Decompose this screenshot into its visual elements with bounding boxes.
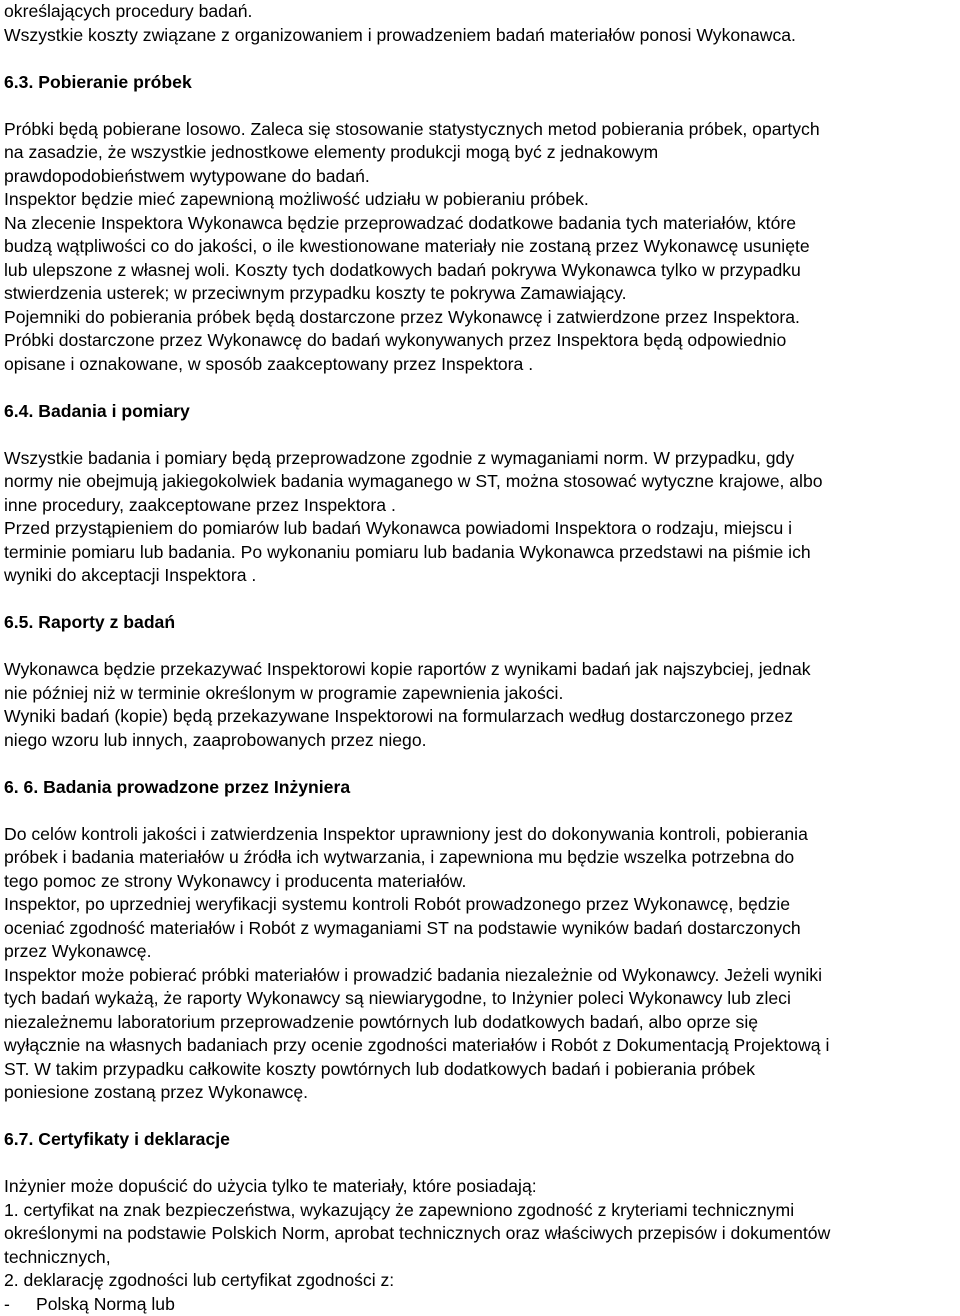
blank-line	[4, 635, 960, 659]
text-line: określających procedury badań.	[4, 0, 960, 24]
text-line: Do celów kontroli jakości i zatwierdzenia Inspektor uprawniony jest do dokonywania kontroli, pobierania	[4, 823, 960, 847]
text-line: przez Wykonawcę.	[4, 940, 960, 964]
text-line: opisane i oznakowane, w sposób zaakceptowany przez Inspektora .	[4, 353, 960, 377]
text-line: poniesione zostaną przez Wykonawcę.	[4, 1081, 960, 1105]
text-line: stwierdzenia usterek; w przeciwnym przypadku koszty te pokrywa Zamawiający.	[4, 282, 960, 306]
text-line: określonymi na podstawie Polskich Norm, aprobat technicznych oraz właściwych przepisów i dokumentów	[4, 1222, 960, 1246]
text-line: wyłącznie na własnych badaniach przy ocenie zgodności materiałów i Robót z Dokumentacją Projektową i	[4, 1034, 960, 1058]
blank-line	[4, 752, 960, 776]
text-line: Próbki dostarczone przez Wykonawcę do badań wykonywanych przez Inspektora będą odpowiednio	[4, 329, 960, 353]
text-line: ST. W takim przypadku całkowite koszty powtórnych lub dodatkowych badań i pobierania próbek	[4, 1058, 960, 1082]
blank-line	[4, 47, 960, 71]
text-line: inne procedury, zaakceptowane przez Inspektora .	[4, 494, 960, 518]
text-line: prawdopodobieństwem wytypowane do badań.	[4, 165, 960, 189]
section-heading-6-4: 6.4. Badania i pomiary	[4, 400, 960, 424]
blank-line	[4, 1105, 960, 1129]
text-line: Wszystkie badania i pomiary będą przeprowadzone zgodnie z wymaganiami norm. W przypadku, gdy	[4, 447, 960, 471]
text-line: lub ulepszone z własnej woli. Koszty tych dodatkowych badań pokrywa Wykonawca tylko w przypadku	[4, 259, 960, 283]
text-line: 2. deklarację zgodności lub certyfikat zgodności z:	[4, 1269, 960, 1293]
text-line: technicznych,	[4, 1246, 960, 1270]
text-line: Na zlecenie Inspektora Wykonawca będzie przeprowadzać dodatkowe badania tych materiałów, które	[4, 212, 960, 236]
blank-line	[4, 376, 960, 400]
section-heading-6-6: 6. 6. Badania prowadzone przez Inżyniera	[4, 776, 960, 800]
section-heading-6-5: 6.5. Raporty z badań	[4, 611, 960, 635]
text-line: Inspektor może pobierać próbki materiałów i prowadzić badania niezależnie od Wykonawcy. Jeżeli wyniki	[4, 964, 960, 988]
text-line: niezależnemu laboratorium przeprowadzenie powtórnych lub dodatkowych badań, albo oprze się	[4, 1011, 960, 1035]
list-item	[4, 1293, 960, 1316]
text-line: Próbki będą pobierane losowo. Zaleca się stosowanie statystycznych metod pobierania próbek, opartych	[4, 118, 960, 142]
text-line: Wszystkie koszty związane z organizowaniem i prowadzeniem badań materiałów ponosi Wykonawca.	[4, 24, 960, 48]
blank-line	[4, 799, 960, 823]
section-heading-6-7: 6.7. Certyfikaty i deklaracje	[4, 1128, 960, 1152]
text-line: Inspektor, po uprzedniej weryfikacji systemu kontroli Robót prowadzonego przez Wykonawcę, będzie	[4, 893, 960, 917]
text-line: Inżynier może dopuścić do użycia tylko te materiały, które posiadają:	[4, 1175, 960, 1199]
text-line: próbek i badania materiałów u źródła ich wytwarzania, i zapewniona mu będzie wszelka potrzebna do	[4, 846, 960, 870]
blank-line	[4, 423, 960, 447]
list-dash: -	[4, 1293, 36, 1316]
text-line: Inspektor będzie mieć zapewnioną możliwość udziału w pobieraniu próbek.	[4, 188, 960, 212]
text-line: na zasadzie, że wszystkie jednostkowe elementy produkcji mogą być z jednakowym	[4, 141, 960, 165]
text-line: 1. certyfikat na znak bezpieczeństwa, wykazujący że zapewniono zgodność z kryteriami technicznymi	[4, 1199, 960, 1223]
blank-line	[4, 94, 960, 118]
text-line: tych badań wykażą, że raporty Wykonawcy są niewiarygodne, to Inżynier poleci Wykonawcy lub zleci	[4, 987, 960, 1011]
text-line: oceniać zgodność materiałów i Robót z wymaganiami ST na podstawie wyników badań dostarczonych	[4, 917, 960, 941]
text-line: normy nie obejmują jakiegokolwiek badania wymaganego w ST, można stosować wytyczne krajowe, albo	[4, 470, 960, 494]
text-line: Pojemniki do pobierania próbek będą dostarczone przez Wykonawcę i zatwierdzone przez Inspektora.	[4, 306, 960, 330]
text-line: tego pomoc ze strony Wykonawcy i producenta materiałów.	[4, 870, 960, 894]
text-line: Wyniki badań (kopie) będą przekazywane Inspektorowi na formularzach według dostarczonego przez	[4, 705, 960, 729]
text-line: wyniki do akceptacji Inspektora .	[4, 564, 960, 588]
blank-line	[4, 1152, 960, 1176]
list-item-text: Polską Normą lub	[36, 1294, 175, 1314]
blank-line	[4, 588, 960, 612]
section-heading-6-3: 6.3. Pobieranie próbek	[4, 71, 960, 95]
text-line: Wykonawca będzie przekazywać Inspektorowi kopie raportów z wynikami badań jak najszybciej, jednak	[4, 658, 960, 682]
text-line: niego wzoru lub innych, zaaprobowanych przez niego.	[4, 729, 960, 753]
text-line: Przed przystąpieniem do pomiarów lub badań Wykonawca powiadomi Inspektora o rodzaju, miejscu i	[4, 517, 960, 541]
text-line: budzą wątpliwości co do jakości, o ile kwestionowane materiały nie zostaną przez Wykonawcę usunięte	[4, 235, 960, 259]
text-line: terminie pomiaru lub badania. Po wykonaniu pomiaru lub badania Wykonawca przedstawi na piśmie ich	[4, 541, 960, 565]
text-line: nie później niż w terminie określonym w programie zapewnienia jakości.	[4, 682, 960, 706]
